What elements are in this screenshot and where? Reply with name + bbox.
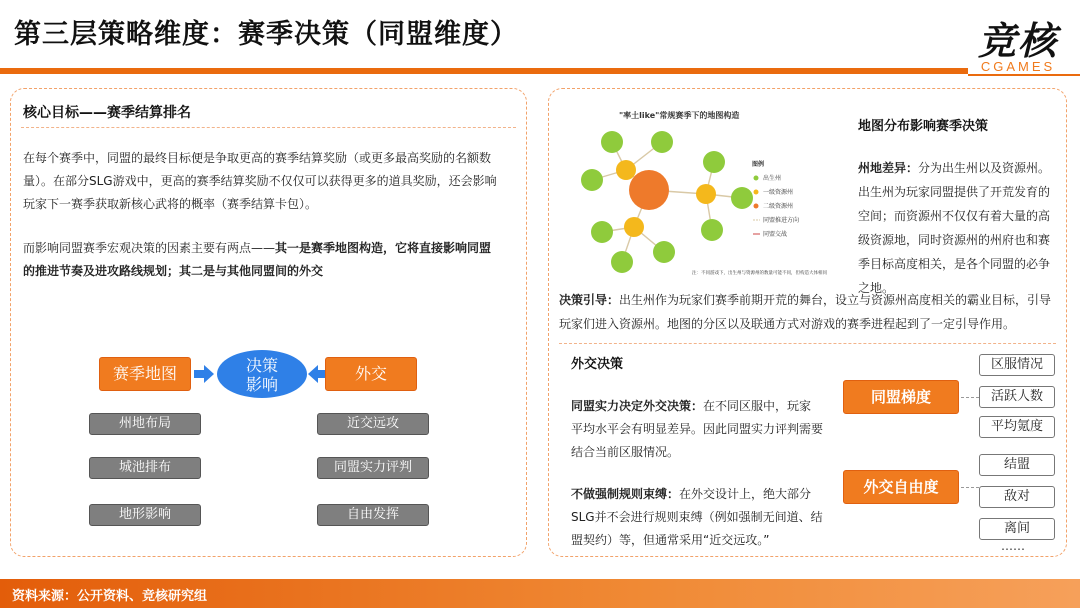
map-section-title: 地图分布影响赛季决策 — [858, 119, 989, 134]
right-item: 近交远攻 — [317, 413, 429, 435]
core-goal-paragraph: 在每个赛季中，同盟的最终目标便是争取更高的赛季结算奖励（或更多最高奖励的名额数量）。在部分SLG游戏中，更高的赛季结算奖励不仅仅可以获得更多的道具奖励，还会影响玩家下一赛季获取新核心武将的概率（赛季结算卡包）。 — [23, 151, 497, 211]
core-goal-panel — [10, 88, 527, 557]
diplomacy-chip: 外交 — [325, 357, 417, 391]
panel-divider — [21, 127, 516, 128]
right-item: 自由发挥 — [317, 504, 429, 526]
footer-bar — [0, 579, 1080, 608]
map-section-text — [858, 156, 1058, 300]
map-note: 注：不同游戏下，出生州与资源州的数量可能不同，但构造大体相同 — [692, 271, 827, 276]
alliance-tier-chip: 同盟梯度 — [843, 380, 959, 414]
tag-alliance: 结盟 — [979, 454, 1055, 476]
season-map-figure — [564, 102, 841, 287]
header-divider — [0, 68, 968, 74]
state-diff-label: 州地差异： — [858, 161, 919, 175]
connector-line — [961, 397, 979, 398]
d1-text: 在不同区服中，玩家平均水平会有明显差异。因此同盟实力评判需要结合当前区服情况。 — [571, 399, 824, 459]
left-item: 地形影响 — [89, 504, 201, 526]
section-divider — [559, 343, 1056, 344]
source-note: 资料来源：公开资料、竞核研究组 — [12, 589, 208, 604]
state-diff-text: 分为出生州以及资源州。出生州为玩家同盟提供了开荒发育的空间；而资源州不仅仅有着大量的高级资源地，同时资源州的州府也和赛季目标高度相关，是各个同盟的必争之地。 — [858, 161, 1051, 295]
legend-item: 一级资源州 — [763, 189, 794, 196]
decision-impact-oval — [217, 350, 307, 398]
connector-line — [961, 487, 979, 488]
legend-item: 同盟推进方向 — [763, 217, 800, 224]
page-title: 第三层策略维度：赛季决策（同盟维度） — [14, 19, 518, 50]
decision-line2: 影响 — [245, 375, 278, 394]
diplomacy-point-2 — [571, 483, 823, 552]
logo — [977, 19, 1058, 74]
arrow-right-icon — [194, 365, 216, 383]
logo-mark: 竞核 — [977, 19, 1058, 63]
d2-text: 在外交设计上，绝大部分SLG并不会进行规则束缚（例如强制无间道、结盟契约）等，但通常采用“近交远攻。” — [571, 487, 823, 547]
guide-label: 决策引导： — [559, 293, 620, 307]
map-caption: "率土like"常规赛季下的地图构造 — [619, 111, 740, 120]
factors-bold: 其一是赛季地图构造，它将直接影响同盟的推进节奏及进攻路线规划；其二是与其他同盟间的外交 — [23, 241, 492, 278]
tag-server-status: 区服情况 — [979, 354, 1055, 376]
map-diplomacy-panel — [548, 88, 1067, 557]
tag-sow-discord: 离间 — [979, 518, 1055, 540]
diplomacy-point-1 — [571, 395, 823, 464]
tag-hostile: 敌对 — [979, 486, 1055, 508]
d1-label: 同盟实力决定外交决策： — [571, 399, 704, 413]
left-item: 城池排布 — [89, 457, 201, 479]
left-item: 州地布局 — [89, 413, 201, 435]
factors-paragraph — [23, 237, 503, 283]
map-network-diagram — [564, 102, 841, 287]
tag-active-users: 活跃人数 — [979, 386, 1055, 408]
diplomacy-section-title: 外交决策 — [571, 357, 624, 372]
more-ellipsis: …… — [1001, 539, 1025, 553]
legend-item: 二级资源州 — [763, 203, 794, 210]
decision-line1: 决策 — [245, 356, 278, 375]
legend-title: 图例 — [752, 161, 765, 168]
guide-body: 出生州作为玩家们赛季前期开荒的舞台，设立与资源州高度相关的霸业目标，引导玩家们进入资源州。地图的分区以及联通方式对游戏的赛季进程起到了一定引导作用。 — [559, 293, 1052, 331]
tag-avg-spend: 平均氪度 — [979, 416, 1055, 438]
guide-text — [559, 288, 1059, 336]
diplomacy-freedom-chip: 外交自由度 — [843, 470, 959, 504]
legend-item: 同盟交战 — [763, 231, 788, 238]
legend-item: 出生州 — [763, 175, 782, 182]
right-item: 同盟实力评判 — [317, 457, 429, 479]
season-map-chip: 赛季地图 — [99, 357, 191, 391]
header-divider-thin — [968, 74, 1080, 76]
factors-intro: 而影响同盟赛季宏观决策的因素主要有两点—— — [23, 241, 276, 255]
d2-label: 不做强制规则束缚： — [571, 487, 680, 501]
logo-subtext: CGAMES — [980, 59, 1056, 74]
core-goal-heading: 核心目标——赛季结算排名 — [23, 105, 191, 121]
